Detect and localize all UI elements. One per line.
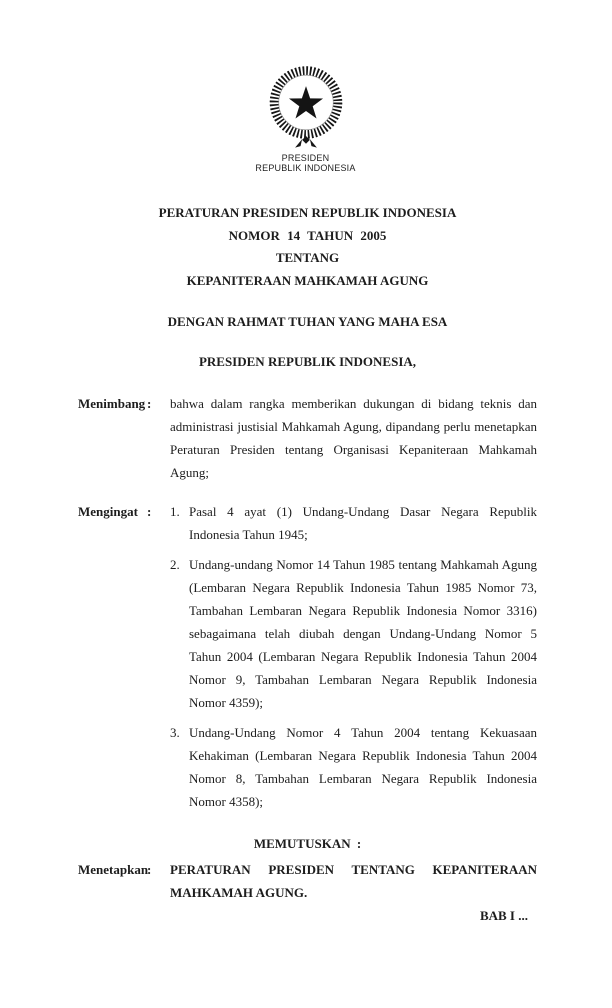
- presidential-seal: [74, 62, 537, 173]
- mengingat-list: [170, 500, 537, 813]
- title-tentang: TENTANG: [275, 250, 340, 265]
- mengingat-colon: :: [147, 504, 152, 519]
- title-number-year: NOMOR 14 TAHUN 2005: [228, 227, 387, 243]
- item-number: 1.: [170, 504, 180, 519]
- document-title: [78, 202, 537, 292]
- title-regulation-name: PERATURAN PRESIDEN REPUBLIK INDONESIA: [158, 205, 457, 220]
- item-text: Undang-Undang Nomor 4 Tahun 2004 tentang Kekuasaan Kehakiman (Lembaran Negara Republik Indonesia Tahun 2004 Nomor 8, Tambahan Lembaran Negara Republik Indonesia Nomor 4358);: [189, 725, 537, 809]
- menetapkan-label-text: Menetapkan: [78, 862, 149, 877]
- star-wreath-emblem-icon: [267, 62, 345, 150]
- legal-basis-item-2: [170, 553, 537, 714]
- mengingat-section: [78, 500, 537, 813]
- menimbang-label: [78, 392, 170, 484]
- item-number: 3.: [170, 725, 180, 740]
- menetapkan-label: [78, 858, 170, 904]
- menetapkan-section: [78, 858, 537, 904]
- menimbang-label-text: Menimbang: [78, 396, 146, 411]
- menimbang-text: bahwa dalam rangka memberikan dukungan di bidang teknis dan administrasi justisial Mahkamah Agung, dipandang perlu menetapkan Peraturan Presiden tentang Organisasi Kepaniteraan Mahkamah Agung;: [170, 396, 537, 480]
- page-catchword: BAB I ...: [479, 908, 528, 923]
- legal-basis-item-1: [170, 500, 537, 546]
- issuer-line: PRESIDEN REPUBLIK INDONESIA,: [198, 354, 417, 369]
- menetapkan-colon: :: [147, 862, 152, 877]
- invocation-line: DENGAN RAHMAT TUHAN YANG MAHA ESA: [167, 314, 448, 329]
- mengingat-label: [78, 500, 170, 813]
- item-text: Pasal 4 ayat (1) Undang-Undang Dasar Negara Republik Indonesia Tahun 1945;: [189, 504, 537, 542]
- item-text: Undang-undang Nomor 14 Tahun 1985 tentang Mahkamah Agung (Lembaran Negara Republik Indonesia Tahun 1985 Nomor 73, Tambahan Lembaran Negara Republik Indonesia Nomor 3316) sebagaimana telah diubah dengan Undang-Undang Nomor 5 Tahun 2004 (Lembaran Negara Republik Indonesia Tahun 2004 Nomor 9, Tambahan Lembaran Negara Republik Indonesia Nomor 4359);: [189, 557, 537, 710]
- menimbang-section: [78, 392, 537, 484]
- menimbang-colon: :: [147, 396, 152, 411]
- menetapkan-text: PERATURAN PRESIDEN TENTANG KEPANITERAAN MAHKAMAH AGUNG.: [170, 862, 537, 900]
- memutuskan-heading: MEMUTUSKAN :: [253, 836, 362, 851]
- seal-caption-presiden: PRESIDEN: [281, 153, 330, 163]
- title-subject: KEPANITERAAN MAHKAMAH AGUNG: [186, 272, 429, 288]
- seal-caption: [255, 154, 355, 173]
- seal-caption-republik-indonesia: REPUBLIK INDONESIA: [255, 162, 356, 173]
- legal-basis-item-3: [170, 721, 537, 813]
- mengingat-label-text: Mengingat: [78, 504, 138, 519]
- item-number: 2.: [170, 557, 180, 572]
